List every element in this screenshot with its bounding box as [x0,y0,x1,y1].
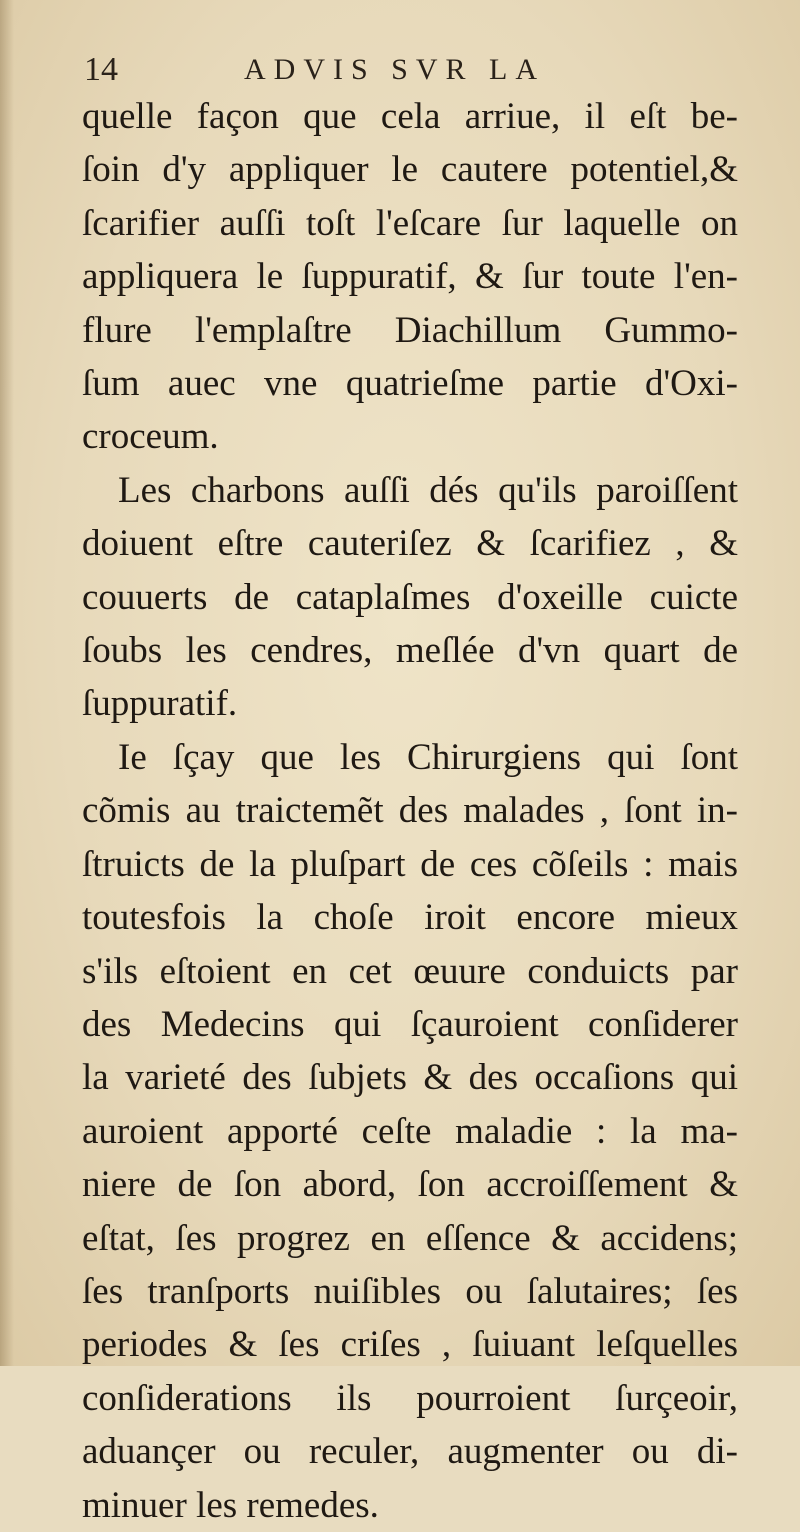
paragraph-first-line: Les charbons auſſi dés qu'ils paroiſſent [118,469,738,511]
text-line: conſiderations ils pourroient ſurçeoir, [82,1377,738,1419]
text-line: periodes & ſes criſes , ſuiuant leſquelles [82,1324,738,1366]
text-line: ſcarifier auſſi toſt l'eſcare ſur laquelle on [82,202,738,244]
text-line: croceum. [82,416,219,458]
text-line: flure l'emplaſtre Diachillum Gummo- [82,309,738,351]
text-line: appliquera le ſuppuratif, & ſur toute l'en- [82,256,738,298]
text-line: toutesfois la choſe iroit encore mieux [82,897,738,939]
running-title: ADVIS SVR LA [244,53,546,86]
text-line: ſoin d'y appliquer le cautere potentiel,& [82,149,738,191]
text-line: minuer les remedes. [82,1484,379,1526]
text-line: doiuent eſtre cauteriſez & ſcarifiez , & [82,523,738,565]
body-text [82,90,738,1532]
page-edge-shadow [0,0,14,1366]
text-line: ſtruicts de la pluſpart de ces cõſeils : mais [82,843,738,885]
text-line: niere de ſon abord, ſon accroiſſement & [82,1164,738,1206]
text-line: ſum auec vne quatrieſme partie d'Oxi- [82,363,738,405]
text-line: s'ils eſtoient en cet œuure conduicts par [82,950,738,992]
text-line: ſes tranſports nuiſibles ou ſalutaires; ſes [82,1270,738,1312]
text-line: ſoubs les cendres, meſlée d'vn quart de [82,630,738,672]
text-line: auroient apporté ceſte maladie : la ma- [82,1110,738,1152]
text-line: cõmis au traictemẽt des malades , ſont in- [82,790,738,832]
text-line: aduançer ou reculer, augmenter ou di- [82,1431,738,1473]
running-head [84,48,704,92]
paragraph-first-line: Ie ſçay que les Chirurgiens qui ſont [118,736,738,778]
text-line: couuerts de cataplaſmes d'oxeille cuicte [82,576,738,618]
text-line: des Medecins qui ſçauroient conſiderer [82,1003,738,1045]
text-line: quelle façon que cela arriue, il eſt be- [82,96,738,137]
text-line: eſtat, ſes progrez en eſſence & accidens; [82,1217,738,1259]
page-number: 14 [84,51,118,88]
text-line: ſuppuratif. [82,683,238,725]
text-line: la varieté des ſubjets & des occaſions qui [82,1057,738,1099]
